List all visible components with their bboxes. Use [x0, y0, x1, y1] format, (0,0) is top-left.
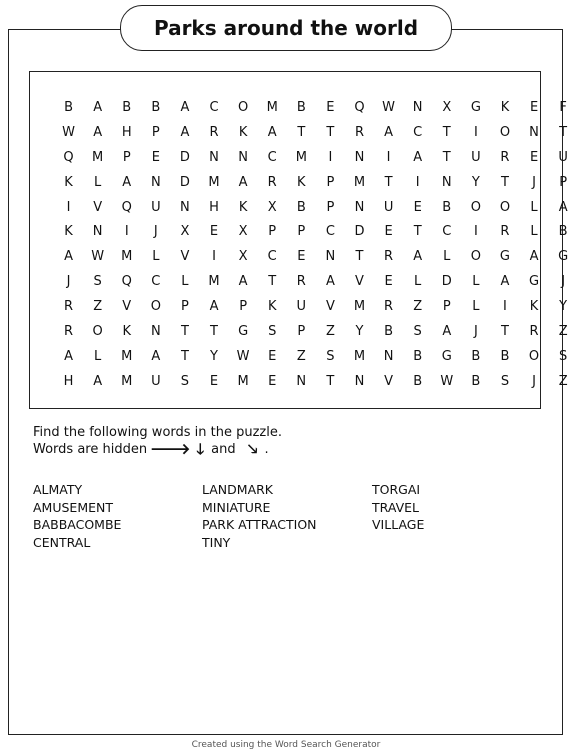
grid-cell: W: [91, 249, 105, 265]
grid-cell: I: [503, 299, 507, 315]
grid-cell: Z: [93, 299, 103, 315]
grid-cell: A: [325, 274, 335, 290]
grid-cell: V: [384, 373, 394, 389]
grid-cell: F: [559, 99, 567, 115]
grid-cell: D: [354, 224, 365, 240]
grid-cell: L: [472, 274, 480, 290]
grid-cell: J: [561, 274, 566, 290]
grid-cell: Z: [296, 348, 306, 364]
grid-cell: M: [121, 249, 133, 265]
grid-cell: E: [151, 149, 160, 165]
grid-cell: P: [297, 224, 306, 240]
grid-row: [54, 95, 572, 120]
grid-cell: A: [413, 149, 423, 165]
grid-cell: B: [471, 348, 481, 364]
grid-cell: B: [413, 348, 423, 364]
grid-cell: D: [179, 174, 190, 190]
grid-cell: W: [382, 99, 395, 115]
grid-cell: A: [93, 373, 103, 389]
grid-cell: A: [209, 299, 219, 315]
grid-cell: T: [413, 224, 422, 240]
grid-cell: B: [558, 224, 568, 240]
grid-cell: S: [559, 348, 568, 364]
arrow-diagonal-icon: 🡖: [247, 440, 258, 458]
grid-cell: R: [64, 323, 74, 339]
grid-cell: R: [209, 124, 219, 140]
grid-cell: U: [383, 199, 394, 215]
grid-row: [54, 219, 572, 244]
grid-cell: T: [384, 174, 393, 190]
grid-cell: A: [529, 249, 539, 265]
grid-cell: B: [471, 373, 481, 389]
grid-cell: T: [355, 249, 364, 265]
grid-cell: A: [442, 323, 452, 339]
grid-cell: I: [473, 224, 478, 240]
grid-cell: P: [151, 124, 160, 140]
grid-cell: B: [442, 199, 452, 215]
grid-cell: M: [353, 174, 366, 190]
grid-cell: E: [384, 224, 393, 240]
grid-cell: M: [266, 99, 278, 115]
grid-cell: K: [64, 224, 73, 240]
grid-cell: A: [180, 99, 190, 115]
grid-row: [54, 170, 572, 195]
grid-cell: R: [354, 124, 364, 140]
grid-cell: C: [442, 224, 452, 240]
grid-cell: E: [268, 348, 277, 364]
grid-cell: S: [500, 373, 510, 389]
grid-cell: S: [413, 323, 422, 339]
grid-cell: L: [152, 249, 160, 265]
grid-row: [54, 195, 572, 220]
grid-cell: U: [151, 373, 161, 389]
grid-cell: U: [151, 199, 161, 215]
word-list-item: TORGAI: [372, 482, 421, 497]
grid-cell: L: [414, 274, 422, 290]
grid-cell: S: [268, 323, 277, 339]
grid-cell: N: [325, 249, 336, 265]
grid-cell: R: [529, 323, 539, 339]
grid-cell: P: [326, 199, 335, 215]
grid-cell: A: [93, 99, 103, 115]
grid-cell: N: [529, 124, 539, 140]
grid-cell: V: [93, 199, 103, 215]
grid-cell: K: [500, 99, 510, 115]
grid-cell: P: [122, 149, 131, 165]
grid-cell: M: [208, 174, 220, 190]
grid-cell: A: [180, 124, 190, 140]
grid-cell: L: [530, 199, 538, 215]
arrow-down-icon: 🡓: [196, 440, 205, 458]
grid-cell: N: [150, 174, 161, 190]
word-list-item: TRAVEL: [372, 499, 419, 515]
instructions-line1: Find the following words in the puzzle.: [33, 425, 282, 440]
grid-cell: Y: [471, 174, 480, 190]
grid-cell: I: [328, 149, 333, 165]
grid-row: [54, 369, 572, 394]
grid-cell: N: [238, 149, 248, 165]
grid-cell: E: [209, 224, 219, 240]
grid-cell: K: [297, 174, 306, 190]
word-list-item: BABBACOMBE: [33, 517, 122, 532]
grid-cell: M: [121, 373, 133, 389]
grid-cell: M: [237, 373, 249, 389]
grid-cell: N: [383, 348, 394, 364]
grid-cell: L: [443, 249, 451, 265]
grid-cell: P: [326, 174, 335, 190]
grid-cell: M: [208, 274, 220, 290]
grid-cell: R: [500, 149, 510, 165]
word-list-item: TINY: [202, 534, 231, 550]
grid-cell: W: [236, 348, 250, 364]
grid-cell: J: [532, 174, 536, 190]
grid-cell: P: [297, 323, 306, 339]
grid-cell: Q: [354, 99, 365, 115]
grid-row: [54, 294, 572, 319]
instructions-line2: [33, 441, 282, 458]
grid-cell: V: [122, 299, 132, 315]
instructions-and: and: [211, 442, 236, 457]
instructions-suffix: .: [264, 442, 269, 457]
word-list-item: LANDMARK: [202, 482, 273, 497]
grid-cell: D: [179, 149, 190, 165]
grid-cell: E: [268, 373, 277, 389]
grid-cell: M: [353, 348, 366, 364]
word-list-item: CENTRAL: [33, 534, 91, 550]
grid-cell: T: [442, 149, 451, 165]
grid-cell: B: [122, 99, 132, 115]
grid-cell: K: [64, 174, 73, 190]
grid-cell: M: [353, 299, 366, 315]
grid-cell: A: [267, 124, 277, 140]
grid-cell: R: [384, 249, 394, 265]
grid-row: [54, 244, 572, 269]
grid-cell: B: [413, 373, 423, 389]
word-list-item: MINIATURE: [202, 499, 271, 515]
grid-cell: R: [64, 299, 74, 315]
grid-cell: T: [559, 124, 568, 140]
grid-cell: N: [354, 373, 365, 389]
grid-cell: O: [237, 99, 249, 115]
grid-cell: B: [64, 99, 73, 115]
grid-cell: N: [296, 373, 307, 389]
grid-cell: O: [470, 199, 481, 215]
grid-cell: I: [124, 224, 129, 240]
grid-cell: N: [412, 99, 423, 115]
grid-cell: A: [64, 249, 73, 265]
grid-cell: A: [384, 124, 394, 140]
grid-cell: B: [296, 199, 306, 215]
grid-cell: L: [530, 224, 538, 240]
grid-cell: G: [499, 249, 510, 265]
grid-cell: B: [151, 99, 161, 115]
grid-cell: X: [238, 224, 248, 240]
grid-cell: C: [267, 249, 277, 265]
grid-cell: N: [150, 323, 161, 339]
grid-cell: Z: [558, 323, 568, 339]
grid-cell: E: [529, 149, 539, 165]
grid-cell: E: [326, 99, 335, 115]
grid-cell: T: [180, 323, 189, 339]
grid-cell: C: [209, 99, 219, 115]
grid-cell: O: [499, 124, 511, 140]
word-list-item: VILLAGE: [372, 517, 425, 532]
grid-cell: E: [297, 249, 306, 265]
word-list-item: AMUSEMENT: [33, 499, 113, 515]
grid-cell: A: [413, 249, 423, 265]
instructions-prefix: Words are hidden: [33, 442, 148, 457]
grid-cell: H: [121, 124, 132, 140]
grid-cell: Z: [558, 373, 568, 389]
grid-cell: C: [267, 149, 277, 165]
grid-cell: S: [180, 373, 190, 389]
grid-cell: N: [441, 174, 452, 190]
grid-cell: K: [238, 199, 248, 215]
grid-cell: U: [471, 149, 481, 165]
grid-cell: R: [296, 274, 306, 290]
grid-cell: T: [500, 323, 509, 339]
grid-cell: A: [500, 274, 510, 290]
grid-cell: G: [470, 99, 481, 115]
grid-cell: O: [528, 348, 540, 364]
grid-cell: I: [386, 149, 391, 165]
grid-cell: K: [238, 124, 248, 140]
grid-cell: P: [268, 224, 277, 240]
grid-cell: G: [238, 323, 249, 339]
grid-cell: S: [93, 274, 102, 290]
grid-cell: G: [529, 274, 540, 290]
word-list-item: PARK ATTRACTION: [202, 517, 317, 532]
grid-cell: A: [238, 274, 248, 290]
instructions: [33, 424, 282, 458]
grid-cell: N: [209, 149, 219, 165]
grid-cell: W: [440, 373, 454, 389]
puzzle-title: [120, 5, 452, 51]
grid-row: [54, 120, 572, 145]
grid-cell: M: [295, 149, 307, 165]
grid-cell: Y: [210, 348, 218, 364]
grid-cell: V: [180, 249, 190, 265]
arrow-right-icon: 🡒: [150, 440, 191, 458]
grid-cell: R: [500, 224, 510, 240]
grid-cell: L: [94, 174, 102, 190]
grid-cell: Q: [121, 274, 132, 290]
word-list-item: ALMATY: [33, 482, 83, 497]
puzzle-title-text: Parks around the world: [153, 16, 419, 40]
grid-cell: S: [326, 348, 335, 364]
grid-cell: C: [413, 124, 423, 140]
grid-cell: A: [558, 199, 568, 215]
grid-cell: N: [92, 224, 103, 240]
grid-cell: J: [473, 323, 478, 339]
grid-cell: X: [267, 199, 277, 215]
grid-row: [54, 319, 572, 344]
grid-cell: U: [296, 299, 307, 315]
grid-cell: Y: [355, 323, 364, 339]
grid-cell: P: [559, 174, 568, 190]
grid-cell: V: [325, 299, 335, 315]
grid-cell: C: [151, 274, 161, 290]
grid-cell: P: [239, 299, 248, 315]
grid-cell: M: [121, 348, 133, 364]
grid-cell: T: [442, 124, 451, 140]
grid-cell: E: [384, 274, 393, 290]
grid-cell: X: [238, 249, 248, 265]
grid-cell: H: [63, 373, 74, 389]
grid-cell: B: [296, 99, 306, 115]
grid-cell: O: [92, 323, 103, 339]
word-list-column-2: [202, 481, 317, 551]
grid-cell: C: [325, 224, 335, 240]
grid-cell: L: [94, 348, 102, 364]
grid-cell: B: [384, 323, 394, 339]
grid-cell: K: [267, 299, 277, 315]
grid-cell: K: [122, 323, 131, 339]
grid-cell: A: [122, 174, 132, 190]
footer-credit: Created using the Word Search Generator: [191, 740, 381, 750]
grid-cell: J: [66, 274, 71, 290]
grid-cell: O: [470, 249, 481, 265]
grid-cell: M: [92, 149, 104, 165]
grid-cell: E: [209, 373, 219, 389]
grid-cell: O: [499, 199, 511, 215]
grid-cell: O: [150, 299, 161, 315]
grid-cell: N: [354, 149, 365, 165]
grid-row: [54, 344, 572, 369]
grid-cell: A: [151, 348, 161, 364]
grid-cell: Y: [559, 299, 568, 315]
grid-cell: R: [267, 174, 277, 190]
grid-row: [54, 269, 572, 294]
word-list-column-1: [33, 481, 121, 551]
grid-cell: X: [180, 224, 190, 240]
grid-cell: T: [326, 124, 335, 140]
grid-cell: N: [354, 199, 365, 215]
grid-cell: Z: [413, 299, 423, 315]
grid-cell: E: [413, 199, 422, 215]
grid-cell: A: [64, 348, 73, 364]
grid-cell: D: [441, 274, 452, 290]
grid-cell: L: [472, 299, 480, 315]
grid-cell: T: [297, 124, 306, 140]
grid-cell: P: [181, 299, 189, 315]
grid-cell: T: [180, 348, 189, 364]
grid-cell: I: [415, 174, 420, 190]
grid-cell: H: [209, 199, 219, 215]
grid-cell: I: [473, 124, 478, 140]
grid-row: [54, 145, 572, 170]
grid-cell: P: [442, 299, 451, 315]
grid-cell: G: [441, 348, 452, 364]
grid-cell: N: [180, 199, 190, 215]
grid-cell: Q: [121, 199, 132, 215]
grid-cell: T: [500, 174, 509, 190]
grid-cell: G: [558, 249, 569, 265]
grid-cell: A: [93, 124, 103, 140]
grid-cell: X: [442, 99, 452, 115]
letter-grid: [54, 95, 572, 394]
grid-cell: U: [558, 149, 568, 165]
grid-cell: W: [62, 124, 75, 140]
grid-cell: T: [210, 323, 218, 339]
grid-cell: T: [326, 373, 335, 389]
grid-cell: E: [529, 99, 539, 115]
grid-cell: J: [532, 373, 536, 389]
grid-cell: K: [529, 299, 539, 315]
grid-cell: L: [181, 274, 189, 290]
grid-cell: I: [66, 199, 71, 215]
grid-cell: V: [355, 274, 364, 290]
grid-cell: J: [153, 224, 158, 240]
grid-cell: R: [384, 299, 394, 315]
grid-cell: T: [268, 274, 277, 290]
word-list-column-3: [372, 481, 424, 534]
grid-cell: Z: [325, 323, 335, 339]
grid-cell: I: [212, 249, 216, 265]
grid-cell: B: [500, 348, 510, 364]
grid-cell: Q: [63, 149, 74, 165]
grid-cell: A: [238, 174, 248, 190]
